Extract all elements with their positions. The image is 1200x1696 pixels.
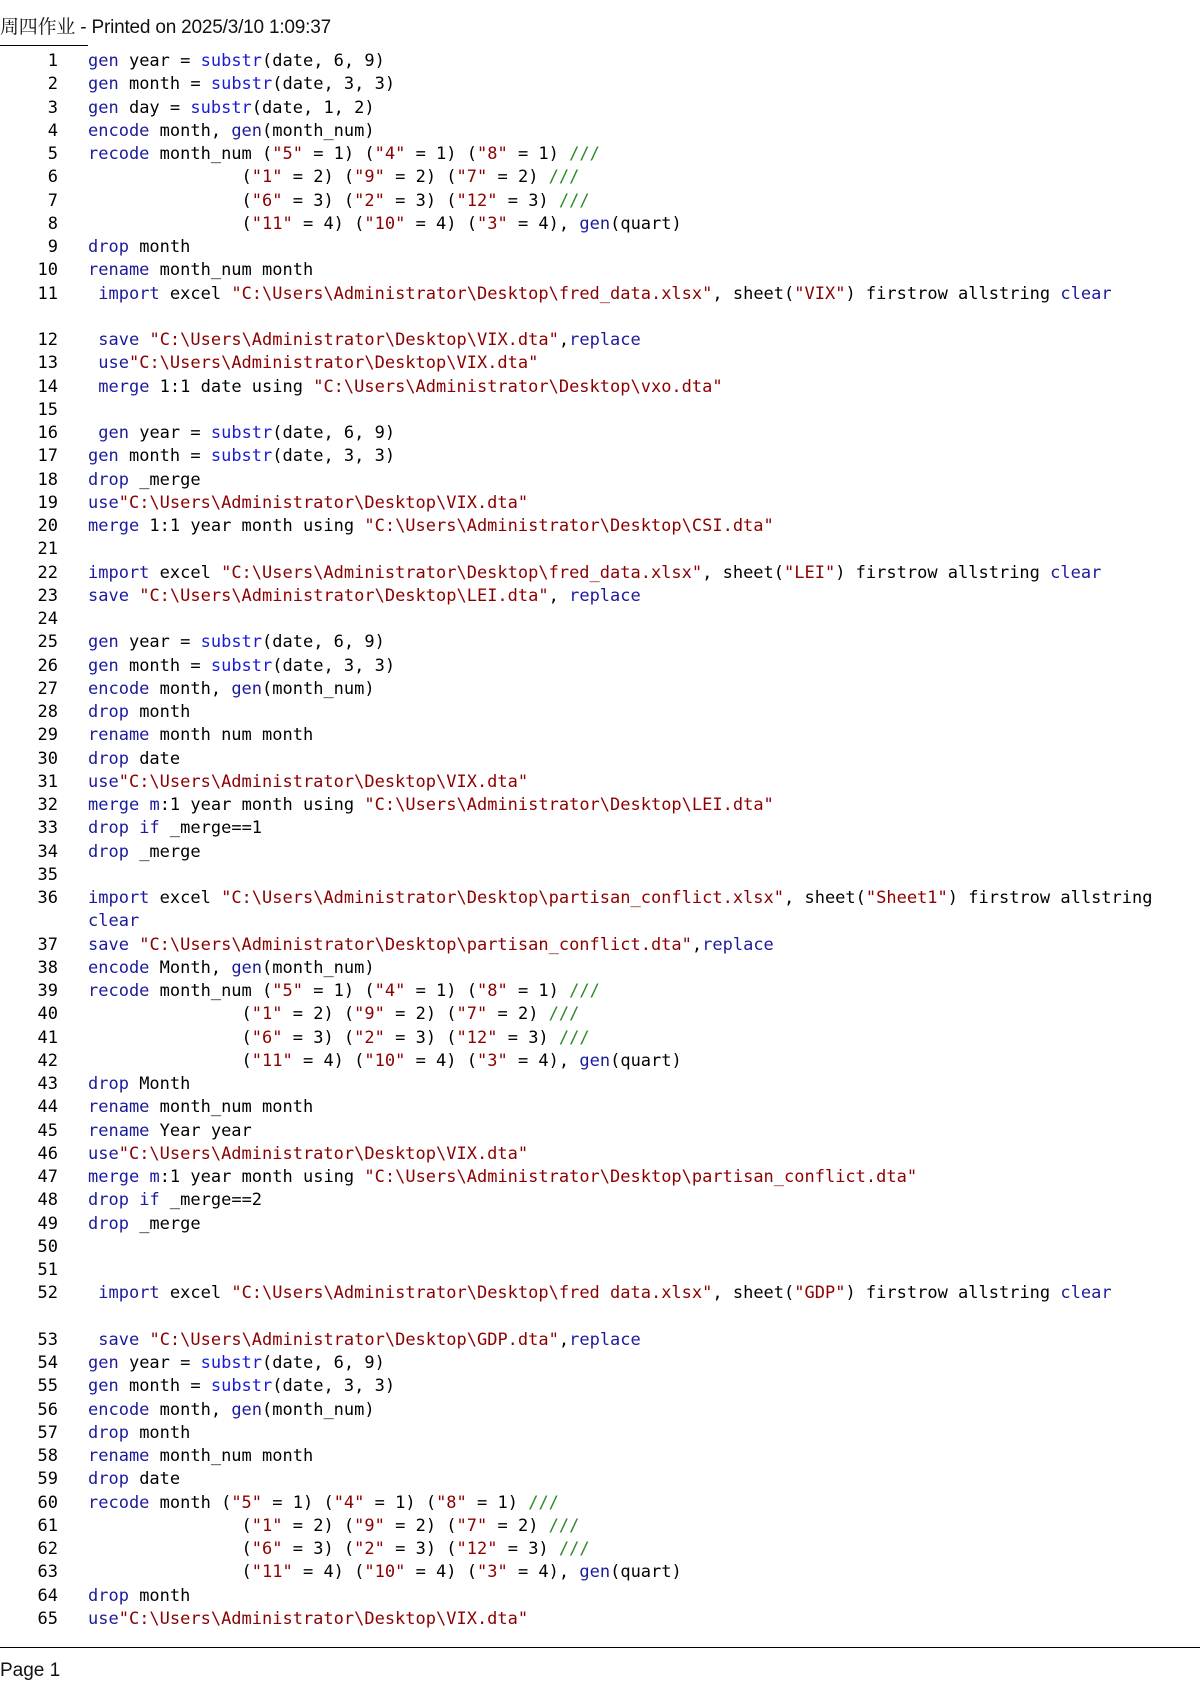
code-line xyxy=(0,1236,1200,1259)
line-number: 25 xyxy=(37,632,58,653)
code-line xyxy=(0,1027,1200,1050)
code-line xyxy=(0,143,1200,166)
line-number: 7 xyxy=(47,190,58,211)
code-line xyxy=(0,1166,1200,1189)
code-line xyxy=(0,1329,1200,1352)
line-number: 35 xyxy=(37,864,58,885)
line-number: 42 xyxy=(37,1050,58,1071)
code-line xyxy=(0,724,1200,747)
code-text: ("6" = 3) ("2" = 3) ("12" = 3) /// xyxy=(88,190,590,211)
code-text xyxy=(88,608,1200,631)
line-number: 58 xyxy=(37,1446,58,1466)
code-text: gen month = substr(date, 3, 3) xyxy=(88,655,396,676)
code-text: use"C:\Users\Administrator\Desktop\VIX.dta" xyxy=(98,353,539,374)
line-number: 6 xyxy=(47,167,58,188)
page-number: Page 1 xyxy=(0,1660,61,1681)
code-line xyxy=(0,1375,1200,1398)
code-line xyxy=(0,608,1200,631)
line-number: 1 xyxy=(47,51,58,71)
line-number: 13 xyxy=(37,353,58,374)
line-number: 27 xyxy=(37,678,58,699)
line-number: 3 xyxy=(47,97,58,118)
line-number: 9 xyxy=(47,237,58,257)
code-line xyxy=(0,562,1200,585)
line-number: 63 xyxy=(37,1562,58,1583)
line-number: 15 xyxy=(37,399,58,420)
code-text: import excel "C:\Users\Administrator\Desktop\fred_data.xlsx", sheet("VIX") firstrow allstring clear xyxy=(98,283,1112,304)
code-line xyxy=(0,422,1200,445)
line-number: 12 xyxy=(37,330,58,350)
line-number: 10 xyxy=(37,260,58,281)
code-text: merge m:1 year month using "C:\Users\Administrator\Desktop\partisan_conflict.dta" xyxy=(88,1167,918,1187)
code-text: rename Year year xyxy=(88,1120,252,1141)
line-number: 4 xyxy=(47,120,58,141)
code-line xyxy=(0,957,1200,980)
code-text: save "C:\Users\Administrator\Desktop\VIX.dta",replace xyxy=(98,330,641,350)
line-number: 39 xyxy=(37,981,58,1001)
line-number: 38 xyxy=(37,957,58,978)
code-line xyxy=(0,1259,1200,1282)
code-text: gen year = substr(date, 6, 9) xyxy=(88,1353,385,1373)
line-number: 60 xyxy=(37,1492,58,1513)
code-text: rename month_num month xyxy=(88,1097,314,1118)
code-text: drop month xyxy=(88,1585,191,1606)
code-line xyxy=(0,887,1200,934)
code-text: rename month_num month xyxy=(88,1446,314,1466)
line-number: 14 xyxy=(37,376,58,397)
line-number: 26 xyxy=(37,655,58,676)
code-text: ("6" = 3) ("2" = 3) ("12" = 3) /// xyxy=(88,1539,590,1559)
code-line xyxy=(0,1445,1200,1468)
line-number: 23 xyxy=(37,585,58,606)
code-line xyxy=(0,469,1200,492)
line-number: 48 xyxy=(37,1190,58,1211)
code-text: use"C:\Users\Administrator\Desktop\VIX.dta" xyxy=(88,1143,529,1164)
code-line xyxy=(0,980,1200,1003)
code-line xyxy=(0,352,1200,375)
code-line xyxy=(0,794,1200,817)
line-number: 56 xyxy=(37,1399,58,1420)
code-text: drop _merge xyxy=(88,469,201,490)
code-text: use"C:\Users\Administrator\Desktop\VIX.dta" xyxy=(88,492,529,513)
line-number: 18 xyxy=(37,469,58,490)
code-line xyxy=(0,97,1200,120)
code-line xyxy=(0,1120,1200,1143)
line-number: 55 xyxy=(37,1376,58,1397)
code-text: use"C:\Users\Administrator\Desktop\VIX.dta" xyxy=(88,771,529,792)
code-text: gen month = substr(date, 3, 3) xyxy=(88,1376,396,1397)
code-line xyxy=(0,515,1200,538)
code-text: drop Month xyxy=(88,1074,191,1094)
line-number: 43 xyxy=(37,1074,58,1094)
code-line xyxy=(0,166,1200,189)
line-number: 32 xyxy=(37,795,58,815)
code-line xyxy=(0,1352,1200,1375)
line-number: 49 xyxy=(37,1213,58,1234)
line-number: 2 xyxy=(47,74,58,95)
line-number: 47 xyxy=(37,1167,58,1187)
print-header: 周四作业 - Printed on 2025/3/10 1:09:37 xyxy=(0,17,331,38)
code-text: ("1" = 2) ("9" = 2) ("7" = 2) /// xyxy=(88,1515,580,1536)
code-text: merge 1:1 date using "C:\Users\Administrator\Desktop\vxo.dta" xyxy=(98,376,723,397)
code-text: merge 1:1 year month using "C:\Users\Administrator\Desktop\CSI.dta" xyxy=(88,516,774,536)
code-listing xyxy=(0,50,1200,1631)
code-line xyxy=(0,329,1200,352)
code-text: encode month, gen(month_num) xyxy=(88,678,375,699)
code-line xyxy=(0,1143,1200,1166)
line-number: 37 xyxy=(37,934,58,955)
code-line xyxy=(0,655,1200,678)
code-line xyxy=(0,376,1200,399)
code-text: merge m:1 year month using "C:\Users\Administrator\Desktop\LEI.dta" xyxy=(88,795,774,815)
code-text: save "C:\Users\Administrator\Desktop\LEI.dta", replace xyxy=(88,585,641,606)
line-number: 19 xyxy=(37,492,58,513)
code-text: drop date xyxy=(88,1469,181,1490)
code-text: gen year = substr(date, 6, 9) xyxy=(98,423,396,443)
code-text: import excel "C:\Users\Administrator\Desktop\partisan_conflict.xlsx", sheet("Sheet1") firstrow allstring clear xyxy=(88,888,1163,932)
code-text: drop if _merge==2 xyxy=(88,1190,263,1211)
code-text: drop if _merge==1 xyxy=(88,818,263,839)
code-text: encode month, gen(month_num) xyxy=(88,120,375,141)
code-text xyxy=(88,399,1200,422)
line-number: 8 xyxy=(47,213,58,234)
code-line xyxy=(0,1003,1200,1026)
code-text: gen day = substr(date, 1, 2) xyxy=(88,97,375,118)
line-number: 36 xyxy=(37,888,58,908)
line-number: 46 xyxy=(37,1143,58,1164)
code-text: use"C:\Users\Administrator\Desktop\VIX.dta" xyxy=(88,1608,529,1629)
code-line xyxy=(0,1538,1200,1561)
code-text: rename month_num month xyxy=(88,260,314,281)
code-line xyxy=(0,678,1200,701)
code-line xyxy=(0,748,1200,771)
code-text: ("1" = 2) ("9" = 2) ("7" = 2) /// xyxy=(88,167,580,188)
code-line xyxy=(0,190,1200,213)
line-number: 22 xyxy=(37,562,58,583)
code-text: save "C:\Users\Administrator\Desktop\partisan_conflict.dta",replace xyxy=(88,934,774,955)
line-number: 52 xyxy=(37,1283,58,1304)
header-divider xyxy=(0,45,88,46)
code-text xyxy=(88,864,1200,887)
code-line xyxy=(0,120,1200,143)
code-line xyxy=(0,1399,1200,1422)
code-line xyxy=(0,538,1200,561)
code-text: drop month xyxy=(88,702,191,722)
line-number: 54 xyxy=(37,1353,58,1373)
line-number: 64 xyxy=(37,1585,58,1606)
line-number: 50 xyxy=(37,1236,58,1257)
footer-divider xyxy=(0,1647,1200,1648)
line-number: 53 xyxy=(37,1329,58,1350)
code-line xyxy=(0,236,1200,259)
code-line xyxy=(0,701,1200,724)
code-text: import excel "C:\Users\Administrator\Desktop\fred data.xlsx", sheet("GDP") firstrow allstring clear xyxy=(98,1283,1112,1304)
line-number: 24 xyxy=(37,609,58,629)
code-line xyxy=(0,631,1200,654)
code-text: gen year = substr(date, 6, 9) xyxy=(88,51,385,71)
code-text: gen month = substr(date, 3, 3) xyxy=(88,446,396,467)
code-line xyxy=(0,864,1200,887)
code-text: ("6" = 3) ("2" = 3) ("12" = 3) /// xyxy=(88,1027,590,1048)
code-line xyxy=(0,1561,1200,1584)
line-number: 5 xyxy=(47,144,58,164)
code-text: drop month xyxy=(88,237,191,257)
line-number: 51 xyxy=(37,1260,58,1280)
line-number: 21 xyxy=(37,539,58,560)
code-text: gen year = substr(date, 6, 9) xyxy=(88,632,385,653)
code-line xyxy=(0,1050,1200,1073)
code-line xyxy=(0,1468,1200,1491)
code-text: drop month xyxy=(88,1422,191,1443)
code-text: recode month_num ("5" = 1) ("4" = 1) ("8" = 1) /// xyxy=(88,144,600,164)
code-text: drop _merge xyxy=(88,1213,201,1234)
code-text: import excel "C:\Users\Administrator\Desktop\fred_data.xlsx", sheet("LEI") firstrow allstring clear xyxy=(88,562,1102,583)
code-line xyxy=(0,1515,1200,1538)
line-number: 57 xyxy=(37,1422,58,1443)
line-number: 45 xyxy=(37,1120,58,1141)
code-text: ("11" = 4) ("10" = 4) ("3" = 4), gen(quart) xyxy=(88,213,682,234)
line-number: 11 xyxy=(37,283,58,304)
code-text xyxy=(88,1236,1200,1259)
line-number: 62 xyxy=(37,1539,58,1559)
code-text: save "C:\Users\Administrator\Desktop\GDP.dta",replace xyxy=(98,1329,641,1350)
code-text: ("11" = 4) ("10" = 4) ("3" = 4), gen(quart) xyxy=(88,1562,682,1583)
line-number: 31 xyxy=(37,771,58,792)
code-text: encode Month, gen(month_num) xyxy=(88,957,375,978)
code-line xyxy=(0,50,1200,73)
code-line xyxy=(0,934,1200,957)
code-line xyxy=(0,771,1200,794)
line-number: 34 xyxy=(37,841,58,862)
code-line xyxy=(0,1492,1200,1515)
line-number: 17 xyxy=(37,446,58,467)
line-number: 29 xyxy=(37,725,58,746)
line-number: 59 xyxy=(37,1469,58,1490)
line-number: 28 xyxy=(37,702,58,722)
line-number: 61 xyxy=(37,1515,58,1536)
line-number: 41 xyxy=(37,1027,58,1048)
line-number: 20 xyxy=(37,516,58,536)
code-line xyxy=(0,213,1200,236)
code-line xyxy=(0,1096,1200,1119)
line-number: 30 xyxy=(37,748,58,769)
code-line xyxy=(0,1282,1200,1329)
line-number: 65 xyxy=(37,1608,58,1629)
code-text: gen month = substr(date, 3, 3) xyxy=(88,74,396,95)
code-text: ("1" = 2) ("9" = 2) ("7" = 2) /// xyxy=(88,1004,580,1025)
code-text: ("11" = 4) ("10" = 4) ("3" = 4), gen(quart) xyxy=(88,1050,682,1071)
line-number: 44 xyxy=(37,1097,58,1118)
code-text xyxy=(88,1259,1200,1282)
code-line xyxy=(0,817,1200,840)
code-line xyxy=(0,283,1200,330)
code-text: drop _merge xyxy=(88,841,201,862)
code-line xyxy=(0,1608,1200,1631)
code-text: recode month_num ("5" = 1) ("4" = 1) ("8" = 1) /// xyxy=(88,981,600,1001)
code-line xyxy=(0,1585,1200,1608)
code-text xyxy=(88,538,1200,561)
code-line xyxy=(0,1213,1200,1236)
code-line xyxy=(0,492,1200,515)
code-line xyxy=(0,1422,1200,1445)
code-text: encode month, gen(month_num) xyxy=(88,1399,375,1420)
code-line xyxy=(0,259,1200,282)
code-text: rename month num month xyxy=(88,725,314,746)
code-text: drop date xyxy=(88,748,181,769)
line-number: 33 xyxy=(37,818,58,839)
code-line xyxy=(0,445,1200,468)
code-text: recode month ("5" = 1) ("4" = 1) ("8" = 1) /// xyxy=(88,1492,559,1513)
code-line xyxy=(0,73,1200,96)
code-line xyxy=(0,1073,1200,1096)
line-number: 40 xyxy=(37,1004,58,1025)
code-line xyxy=(0,585,1200,608)
code-line xyxy=(0,841,1200,864)
code-line xyxy=(0,1189,1200,1212)
line-number: 16 xyxy=(37,423,58,443)
code-line xyxy=(0,399,1200,422)
